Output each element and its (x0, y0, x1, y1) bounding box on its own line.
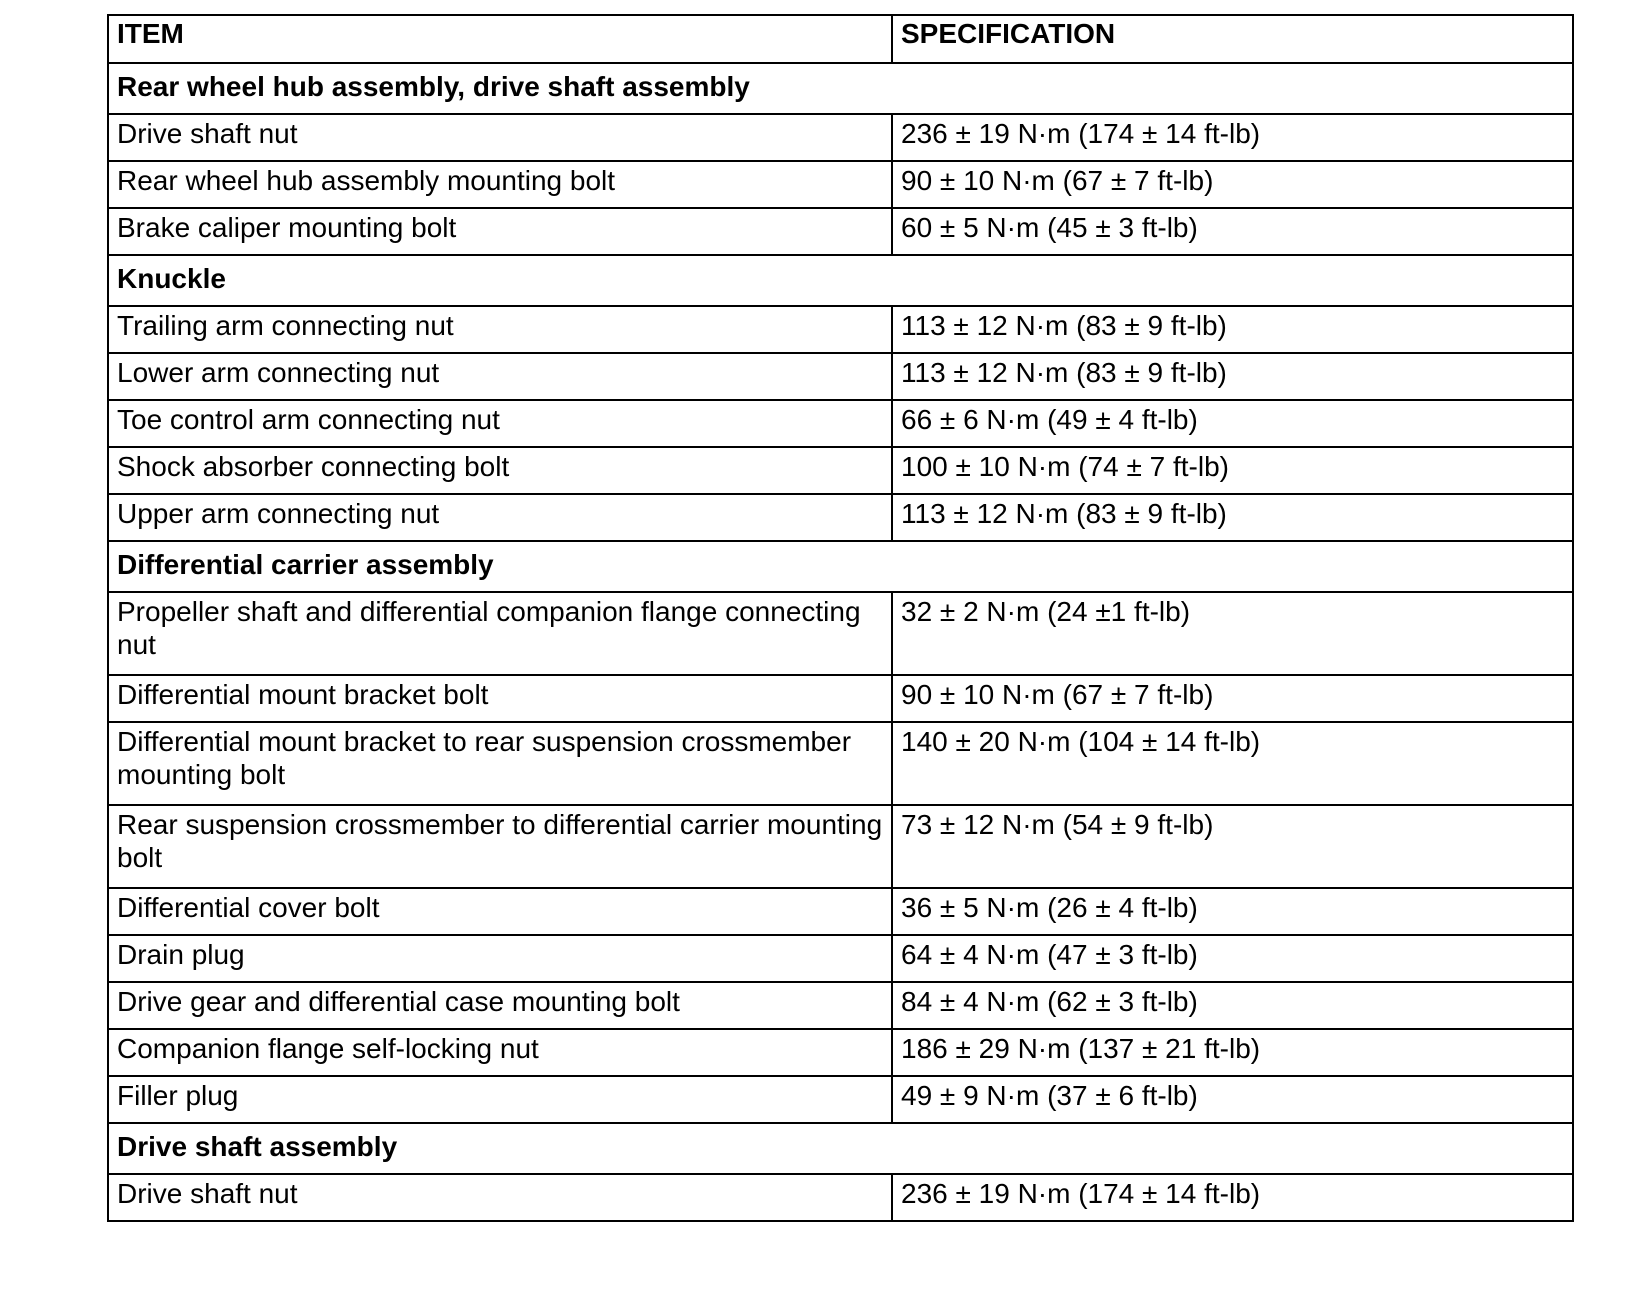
item-cell: Companion flange self-locking nut (108, 1029, 892, 1076)
section-heading-row (108, 63, 1573, 114)
spec-cell: 113 ± 12 N·m (83 ± 9 ft-lb) (892, 353, 1573, 400)
item-cell: Drain plug (108, 935, 892, 982)
table-header-row (108, 15, 1573, 63)
item-cell: Differential mount bracket to rear suspension crossmember mounting bolt (108, 722, 892, 805)
spec-cell: 49 ± 9 N·m (37 ± 6 ft-lb) (892, 1076, 1573, 1123)
item-cell: Rear suspension crossmember to differential carrier mounting bolt (108, 805, 892, 888)
item-cell: Trailing arm connecting nut (108, 306, 892, 353)
item-cell: Drive shaft nut (108, 1174, 892, 1221)
item-cell: Drive gear and differential case mounting bolt (108, 982, 892, 1029)
item-cell: Shock absorber connecting bolt (108, 447, 892, 494)
section-title: Differential carrier assembly (108, 541, 1573, 592)
table-row (108, 1174, 1573, 1221)
item-cell: Drive shaft nut (108, 114, 892, 161)
table-row (108, 306, 1573, 353)
table-row (108, 494, 1573, 541)
item-cell: Lower arm connecting nut (108, 353, 892, 400)
spec-cell: 90 ± 10 N·m (67 ± 7 ft-lb) (892, 161, 1573, 208)
section-heading-row (108, 255, 1573, 306)
spec-cell: 60 ± 5 N·m (45 ± 3 ft-lb) (892, 208, 1573, 255)
section-title: Knuckle (108, 255, 1573, 306)
table-row (108, 805, 1573, 888)
section-heading-row (108, 1123, 1573, 1174)
spec-cell: 236 ± 19 N·m (174 ± 14 ft-lb) (892, 1174, 1573, 1221)
item-cell: Differential mount bracket bolt (108, 675, 892, 722)
table-row (108, 400, 1573, 447)
table-row (108, 1076, 1573, 1123)
table-row (108, 888, 1573, 935)
item-cell: Toe control arm connecting nut (108, 400, 892, 447)
spec-cell: 36 ± 5 N·m (26 ± 4 ft-lb) (892, 888, 1573, 935)
item-cell: Propeller shaft and differential companion flange connecting nut (108, 592, 892, 675)
spec-cell: 100 ± 10 N·m (74 ± 7 ft-lb) (892, 447, 1573, 494)
item-cell: Rear wheel hub assembly mounting bolt (108, 161, 892, 208)
table-row (108, 675, 1573, 722)
section-title: Rear wheel hub assembly, drive shaft assembly (108, 63, 1573, 114)
table-row (108, 114, 1573, 161)
spec-cell: 113 ± 12 N·m (83 ± 9 ft-lb) (892, 494, 1573, 541)
spec-cell: 90 ± 10 N·m (67 ± 7 ft-lb) (892, 675, 1573, 722)
item-cell: Filler plug (108, 1076, 892, 1123)
table-row (108, 447, 1573, 494)
spec-cell: 84 ± 4 N·m (62 ± 3 ft-lb) (892, 982, 1573, 1029)
table-row (108, 592, 1573, 675)
item-cell: Brake caliper mounting bolt (108, 208, 892, 255)
torque-spec-table (107, 14, 1574, 1222)
spec-cell: 140 ± 20 N·m (104 ± 14 ft-lb) (892, 722, 1573, 805)
section-heading-row (108, 541, 1573, 592)
item-cell: Upper arm connecting nut (108, 494, 892, 541)
table-row (108, 982, 1573, 1029)
table-row (108, 1029, 1573, 1076)
spec-cell: 73 ± 12 N·m (54 ± 9 ft-lb) (892, 805, 1573, 888)
spec-cell: 32 ± 2 N·m (24 ±1 ft-lb) (892, 592, 1573, 675)
table-row (108, 935, 1573, 982)
item-cell: Differential cover bolt (108, 888, 892, 935)
spec-cell: 66 ± 6 N·m (49 ± 4 ft-lb) (892, 400, 1573, 447)
spec-cell: 113 ± 12 N·m (83 ± 9 ft-lb) (892, 306, 1573, 353)
spec-cell: 186 ± 29 N·m (137 ± 21 ft-lb) (892, 1029, 1573, 1076)
section-title: Drive shaft assembly (108, 1123, 1573, 1174)
spec-cell: 64 ± 4 N·m (47 ± 3 ft-lb) (892, 935, 1573, 982)
spec-cell: 236 ± 19 N·m (174 ± 14 ft-lb) (892, 114, 1573, 161)
table-row (108, 161, 1573, 208)
table-row (108, 208, 1573, 255)
table-row (108, 722, 1573, 805)
header-specification: SPECIFICATION (892, 15, 1573, 63)
table-row (108, 353, 1573, 400)
header-item: ITEM (108, 15, 892, 63)
